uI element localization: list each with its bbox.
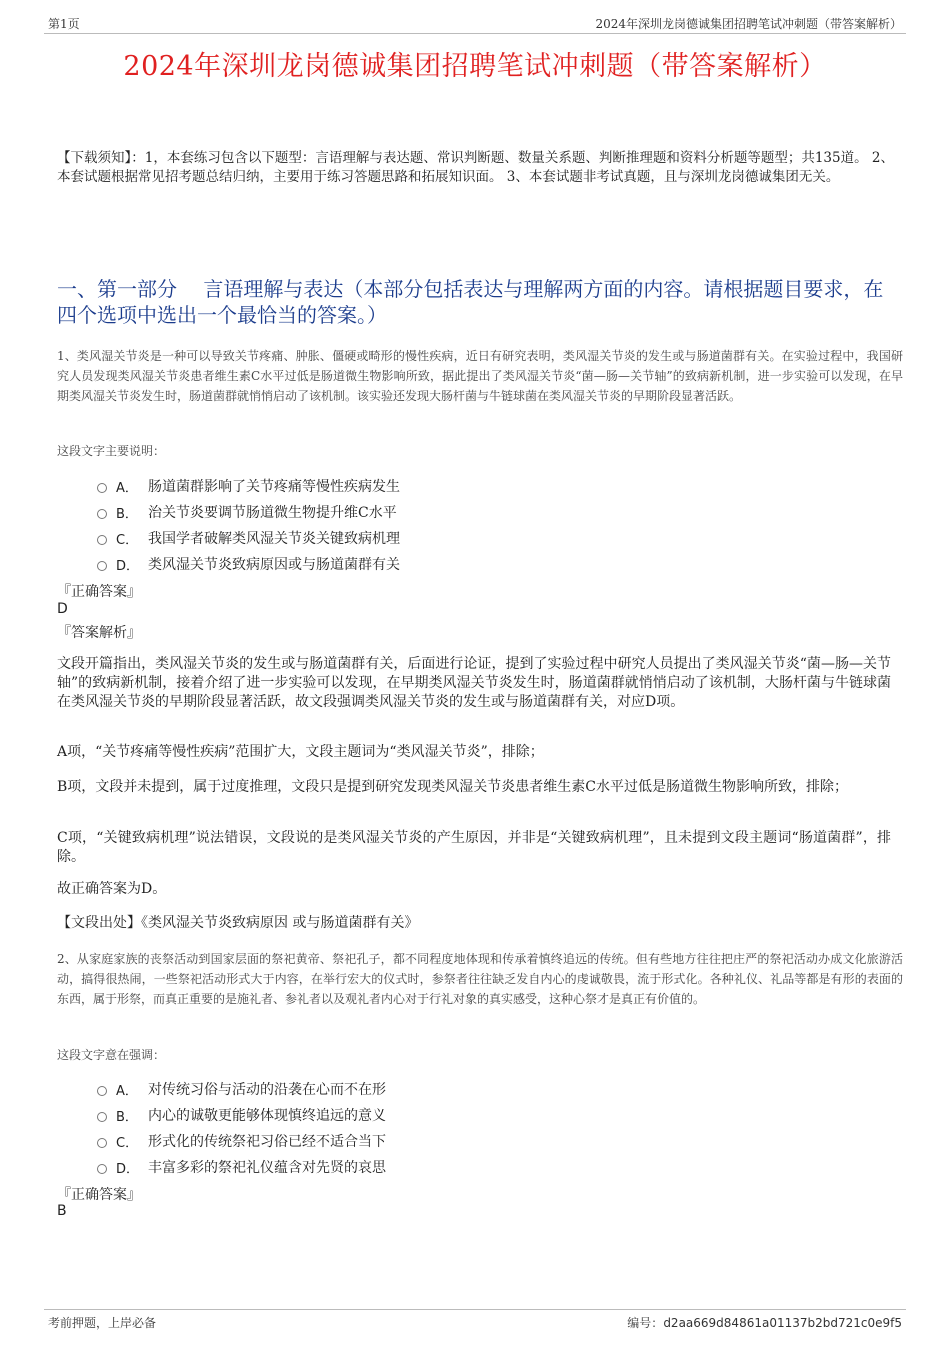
question-2-stem: 2、从家庭家族的丧祭活动到国家层面的祭祀黄帝、祭祀孔子，都不同程度地体现和传承着慎终追远的传统。但有些地方往往把庄严的祭祀活动办成文化旅游活动，搞得很热闹，一些祭祀活动形式大于内容，在举行宏大的仪式时，参祭者往往缺乏发自内心的虔诚敬畏，流于形式化。各种礼仪、礼品等都是有形的表面的东西，属于形祭，而真正重要的是施礼者、参礼者以及观礼者内心对于行礼对象的真实感受，这种心祭才是真正有价值的。 [57, 952, 903, 1006]
question-1-option-a[interactable] [97, 476, 400, 496]
footer-divider [44, 1309, 906, 1310]
radio-icon[interactable] [97, 1086, 107, 1096]
analysis-paragraph: A项，“关节疼痛等慢性疾病”范围扩大，文段主题词为“类风湿关节炎”，排除； [57, 744, 544, 760]
option-text: 对传统习俗与活动的沿袭在心而不在形 [148, 1082, 386, 1098]
option-letter: D． [116, 1161, 140, 1177]
option-text: 内心的诚敬更能够体现慎终追远的意义 [148, 1108, 386, 1124]
radio-icon[interactable] [97, 1164, 107, 1174]
header-divider [44, 33, 906, 34]
option-text: 治关节炎要调节肠道微生物提升维C水平 [148, 505, 397, 521]
option-letter: C． [116, 532, 139, 548]
question-1-option-c[interactable] [97, 528, 400, 548]
answer-label: 『正确答案』 [57, 584, 141, 600]
option-letter: A． [116, 1083, 138, 1099]
analysis-paragraph: C项，“关键致病机理”说法错误，文段说的是类风湿关节炎的产生原因，并非是“关键致病机理”，且未提到文段主题词“肠道菌群”，排除。 [57, 830, 891, 865]
radio-icon[interactable] [97, 561, 107, 571]
option-letter: D． [116, 558, 140, 574]
radio-icon[interactable] [97, 1112, 107, 1122]
question-1-option-b[interactable] [97, 502, 397, 522]
option-text: 形式化的传统祭祀习俗已经不适合当下 [148, 1134, 386, 1150]
question-2-option-b[interactable] [97, 1105, 386, 1125]
question-1-prompt: 这段文字主要说明： [57, 444, 166, 458]
option-letter: C． [116, 1135, 139, 1151]
question-2-prompt: 这段文字意在强调： [57, 1048, 166, 1062]
code-value: d2aa669d84861a01137b2bd721c0e9f5 [663, 1316, 902, 1330]
page-number: 第1页 [48, 17, 80, 31]
radio-icon[interactable] [97, 483, 107, 493]
option-text: 类风湿关节炎致病原因或与肠道菌群有关 [148, 557, 400, 573]
option-letter: B． [116, 1109, 138, 1125]
option-letter: B． [116, 506, 138, 522]
option-text: 我国学者破解类风湿关节炎关键致病机理 [148, 531, 400, 547]
page-title: 2024年深圳龙岗德诚集团招聘笔试冲刺题（带答案解析） [123, 51, 827, 82]
radio-icon[interactable] [97, 535, 107, 545]
option-text: 丰富多彩的祭祀礼仪蕴含对先贤的哀思 [148, 1160, 386, 1176]
source-citation: 【文段出处】《类风湿关节炎致病原因 或与肠道菌群有关》 [57, 915, 419, 931]
question-2-option-a[interactable] [97, 1079, 386, 1099]
code-label: 编号： [627, 1316, 664, 1330]
radio-icon[interactable] [97, 1138, 107, 1148]
section-heading: 一、第一部分 言语理解与表达（本部分包括表达与理解两方面的内容。请根据题目要求，在四个选项中选出一个最恰当的答案。） [57, 277, 884, 327]
question-1-stem: 1、类风湿关节炎是一种可以导致关节疼痛、肿胀、僵硬或畸形的慢性疾病，近日有研究表明，类风湿关节炎的发生或与肠道菌群有关。在实验过程中，我国研究人员发现类风湿关节炎患者维生素C水平过低是肠道微生物影响所致，据此提出了类风湿关节炎“菌—肠—关节轴”的致病新机制，进一步实验可以发现，在早期类风湿关节炎发生时，肠道菌群就悄悄启动了该机制。该实验还发现大肠杆菌与牛链球菌在类风湿关节炎的早期阶段显著活跃。 [57, 349, 903, 403]
option-letter: A． [116, 480, 138, 496]
analysis-paragraph: B项，文段并未提到，属于过度推理，文段只是提到研究发现类风湿关节炎患者维生素C水平过低是肠道微生物影响所致，排除； [57, 779, 848, 795]
header-doc-title: 2024年深圳龙岗德诚集团招聘笔试冲刺题（带答案解析） [595, 17, 902, 31]
correct-answer: B [57, 1203, 67, 1219]
question-2-option-c[interactable] [97, 1131, 386, 1151]
question-2-option-d[interactable] [97, 1157, 386, 1177]
answer-label: 『正确答案』 [57, 1187, 141, 1203]
radio-icon[interactable] [97, 509, 107, 519]
analysis-label: 『答案解析』 [57, 625, 141, 641]
download-notice: 【下载须知】：1，本套练习包含以下题型：言语理解与表达题、常识判断题、数量关系题、判断推理题和资料分析题等题型；共135道。 2、本套试题根据常见招考题总结归纳，主要用于练习答题思路和拓展知识面。 3、本套试题非考试真题，且与深圳龙岗德诚集团无关。 [57, 150, 894, 185]
option-text: 肠道菌群影响了关节疼痛等慢性疾病发生 [148, 479, 400, 495]
correct-answer: D [57, 601, 68, 617]
footer-slogan: 考前押题，上岸必备 [48, 1316, 157, 1330]
question-1-option-d[interactable] [97, 554, 400, 574]
analysis-paragraph: 文段开篇指出，类风湿关节炎的发生或与肠道菌群有关，后面进行论证，提到了实验过程中研究人员提出了类风湿关节炎“菌—肠—关节轴”的致病新机制，接着介绍了进一步实验可以发现，在早期类风湿关节炎发生时，肠道菌群就悄悄启动了该机制，大肠杆菌与牛链球菌在类风湿关节炎的早期阶段显著活跃，故文段强调类风湿关节炎的发生或与肠道菌群有关，对应D项。 [57, 656, 891, 710]
footer-code [627, 1314, 902, 1331]
analysis-paragraph: 故正确答案为D。 [57, 881, 167, 897]
